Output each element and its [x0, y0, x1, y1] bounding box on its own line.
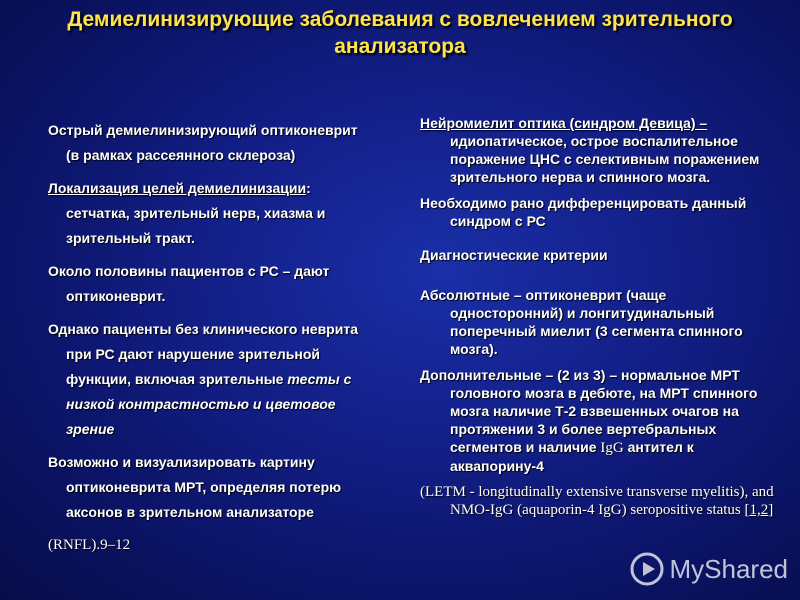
left-p4: [48, 317, 368, 442]
left-p1: Острый демиелинизирующий оптиконеврит (в рамках рассеянного склероза): [48, 122, 358, 163]
right-p4: Абсолютные – оптиконеврит (чаще односторонний) и лонгитудинальный поперечный миелит (3 сегмента спинного мозга).: [420, 287, 743, 357]
right-p5-text: Дополнительные – (2 из 3) – нормальное МРТ головного мозга в дебюте, на МРТ спинного мозга наличие Т-2 взвешенных очагов на протяжении 3 и более вертебральных сегментов и наличие: [420, 367, 758, 455]
left-p5: Возможно и визуализировать картину оптиконеврита МРТ, определяя потерю аксонов в зрительном анализаторе: [48, 454, 342, 520]
left-p2-label: Локализация целей демиелинизации: [48, 180, 307, 196]
right-p1-label: Нейромиелит оптика (синдром Девица) –: [420, 115, 708, 131]
right-p5-end: антител к аквапорину-4: [450, 439, 694, 474]
left-p2-colon: :: [306, 180, 311, 196]
right-p5-serif: IgG: [600, 440, 624, 456]
left-p4-text: Однако пациенты без клинического неврита при РС дают нарушение зрительной функции, включая зрительные: [48, 321, 358, 387]
right-p2: Необходимо рано дифференцировать данный синдром с РС: [420, 195, 747, 229]
right-column: [420, 114, 780, 527]
right-p5: [420, 366, 780, 475]
right-p6-end: ]: [768, 502, 774, 518]
left-p2: [48, 176, 368, 251]
watermark-text: MyShared: [669, 553, 788, 584]
left-p4-italic: тесты с низкой контрастностью и цветовое зрение: [66, 371, 352, 437]
left-column: [48, 118, 368, 566]
watermark: [630, 552, 789, 586]
slide-title: Демиелинизирующие заболевания с вовлечением зрительного анализатора: [67, 8, 733, 58]
right-p6: [420, 483, 780, 519]
play-icon: [630, 552, 664, 586]
right-p6-link[interactable]: 1,2: [749, 502, 769, 518]
left-p2-text: сетчатка, зрительный нерв, хиазма и зрительный тракт.: [66, 205, 326, 246]
right-p3: Диагностические критерии: [420, 247, 608, 263]
right-p1-text: идиопатическое, острое воспалительное поражение ЦНС с селективным поражением зрительного нерва и спинного мозга.: [450, 133, 760, 185]
left-p6: (RNFL).9–12: [48, 537, 131, 553]
right-p1: [420, 114, 780, 186]
left-p3: Около половины пациентов с РС – дают оптиконеврит.: [48, 263, 330, 304]
right-p6-text: (LETM - longitudinally extensive transverse myelitis), and NMO-IgG (aquaporin-4 IgG) seropositive status [: [420, 484, 774, 518]
